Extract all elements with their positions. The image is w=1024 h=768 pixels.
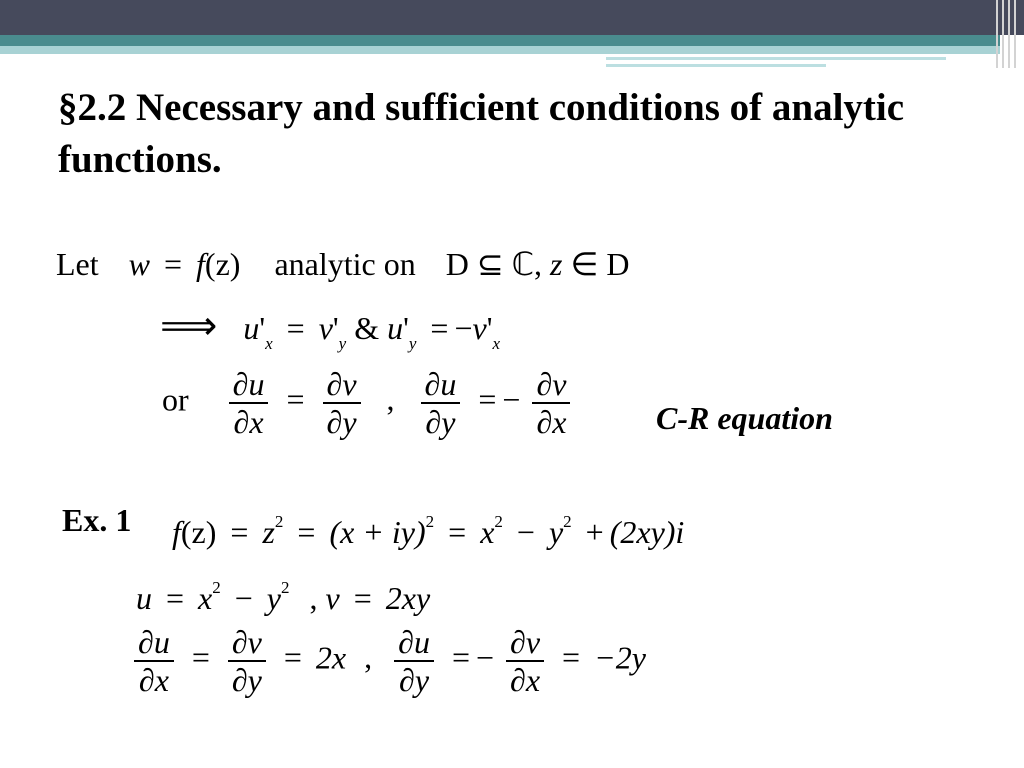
- var-y: y: [548, 514, 564, 550]
- header-line: [606, 57, 946, 60]
- element-of-symbol: ∈: [570, 246, 599, 282]
- set-d: D: [445, 246, 469, 282]
- derivative-line: [130, 624, 646, 698]
- header-line: [606, 64, 826, 67]
- fraction: [506, 624, 544, 698]
- var-u: u: [136, 580, 152, 616]
- var-u: u: [387, 310, 404, 346]
- numerator: ∂u: [229, 366, 269, 404]
- header-bar-teal: [0, 35, 1000, 46]
- equals-sign: =: [297, 514, 316, 550]
- exponent: 2: [425, 512, 435, 531]
- implies-arrow-icon: ⟹: [160, 303, 218, 348]
- var-v: v: [325, 580, 340, 616]
- var-x: x: [480, 514, 495, 550]
- exponent: 2: [274, 512, 284, 531]
- numerator: ∂v: [532, 366, 570, 404]
- numerator: ∂u: [394, 624, 434, 662]
- header-vertical-line: [1002, 0, 1004, 68]
- minus-sign: −: [234, 580, 253, 616]
- subseteq-symbol: ⊆: [476, 246, 504, 282]
- let-word: Let: [56, 246, 99, 282]
- equals-sign: =: [430, 310, 449, 346]
- numerator: ∂v: [506, 624, 544, 662]
- var-x: x: [198, 580, 213, 616]
- exponent: 2: [212, 578, 221, 597]
- analytic-on-text: analytic on: [274, 246, 416, 282]
- header-bar-dark: [0, 0, 1024, 35]
- var-v: v: [472, 310, 487, 346]
- numerator: ∂v: [323, 366, 361, 404]
- equals-sign: =: [562, 639, 581, 676]
- comma: ,: [364, 639, 373, 676]
- fraction: [394, 624, 434, 698]
- var-y: y: [266, 580, 281, 616]
- equals-sign: =: [191, 639, 210, 676]
- exponent: 2: [494, 512, 503, 531]
- comma: ,: [309, 580, 318, 616]
- prime: ': [332, 310, 339, 346]
- equals-sign: =: [286, 310, 305, 346]
- implies-line: [160, 303, 501, 362]
- term-neg-2y: −2y: [594, 639, 646, 676]
- equals-sign: =: [286, 381, 305, 418]
- equals-sign: =: [451, 639, 470, 676]
- numerator: ∂v: [228, 624, 266, 662]
- header-vertical-line: [996, 0, 998, 68]
- arg-z: (z): [204, 246, 241, 282]
- minus-sign: −: [475, 639, 495, 676]
- minus-sign: −: [454, 310, 473, 346]
- or-word: or: [162, 381, 189, 418]
- var-w: w: [128, 246, 150, 282]
- exponent: 2: [563, 512, 572, 531]
- denominator: ∂y: [231, 662, 262, 698]
- cr-equation-label: C-R equation: [656, 400, 833, 436]
- header-vertical-line: [1008, 0, 1010, 68]
- equals-sign: =: [353, 580, 372, 616]
- denominator: ∂y: [399, 662, 430, 698]
- example-equation: [172, 504, 684, 550]
- uv-definition-line: [136, 570, 430, 616]
- var-z: z: [262, 514, 275, 550]
- sub-y: y: [408, 334, 417, 353]
- denominator: ∂x: [233, 404, 264, 440]
- imag-part: (2xy)i: [609, 514, 685, 550]
- denominator: ∂y: [326, 404, 357, 440]
- sub-x: x: [492, 334, 501, 353]
- fraction: [134, 624, 174, 698]
- minus-sign: −: [516, 514, 535, 550]
- fraction: [229, 366, 269, 440]
- cr-equation-line: [162, 366, 574, 440]
- var-u: u: [243, 310, 260, 346]
- var-v: v: [318, 310, 333, 346]
- equals-sign: =: [448, 514, 467, 550]
- equals-sign: =: [478, 381, 497, 418]
- fraction: [323, 366, 361, 440]
- equals-sign: =: [163, 246, 183, 282]
- plus-sign: +: [585, 514, 604, 550]
- fraction: [421, 366, 461, 440]
- term-2x: 2x: [315, 639, 347, 676]
- equals-sign: =: [166, 580, 185, 616]
- header-bar-light: [0, 46, 1000, 54]
- equals-sign: =: [283, 639, 302, 676]
- denominator: ∂x: [510, 662, 541, 698]
- equals-sign: =: [230, 514, 249, 550]
- numerator: ∂u: [421, 366, 461, 404]
- example-label: Ex. 1: [62, 502, 132, 538]
- arg-z: (z): [180, 514, 217, 550]
- set-d: D: [606, 246, 630, 282]
- fraction: [532, 366, 570, 440]
- complex-pair: (x + iy): [329, 514, 426, 550]
- var-f: f: [172, 514, 181, 550]
- comma: ,: [386, 381, 395, 418]
- minus-sign: −: [502, 381, 521, 418]
- ampersand: &: [354, 310, 380, 346]
- var-f: f: [196, 246, 205, 282]
- complex-plane-symbol: ℂ,: [511, 246, 542, 282]
- prime: ': [259, 310, 266, 346]
- slide-title: §2.2 Necessary and sufficient conditions of analytic functions.: [58, 86, 905, 181]
- exponent: 2: [281, 578, 290, 597]
- prime: ': [403, 310, 409, 346]
- fraction: [228, 624, 266, 698]
- sub-y: y: [338, 334, 347, 353]
- header-vertical-line: [1014, 0, 1016, 68]
- term-2xy: 2xy: [385, 580, 431, 616]
- denominator: ∂x: [536, 404, 567, 440]
- var-z: z: [549, 246, 563, 282]
- let-line: [56, 246, 629, 282]
- denominator: ∂x: [138, 662, 169, 698]
- denominator: ∂y: [425, 404, 456, 440]
- sub-x: x: [265, 334, 273, 353]
- numerator: ∂u: [134, 624, 174, 662]
- prime: ': [486, 310, 493, 346]
